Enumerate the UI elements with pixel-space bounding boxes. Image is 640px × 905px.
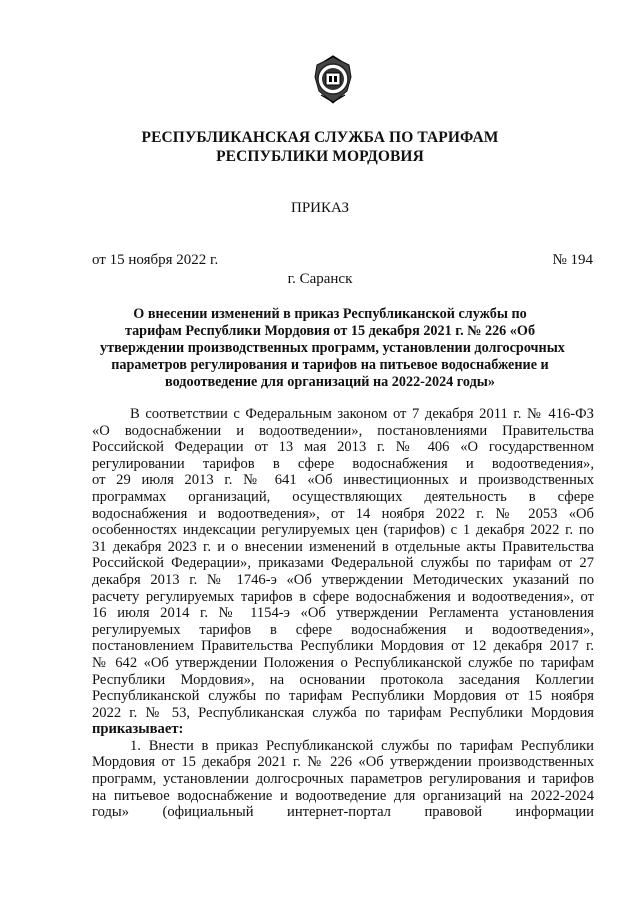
body-line: постановлением Правительства Республики Мордовия от 12 декабря 2017 г.: [92, 638, 594, 655]
document-date: от 15 ноября 2022 г.: [92, 252, 219, 268]
body-line: расчету регулируемых тарифов в сфере водоснабжения и водоотведения», от: [92, 588, 594, 605]
body-line: регулировании тарифов в сфере водоснабжения и водоотведения»,: [92, 455, 594, 472]
body-line: программ, установлении долгосрочных параметров регулирования и тарифов: [92, 771, 594, 788]
document-body: [92, 406, 594, 821]
body-line: на питьевое водоснабжение и водоотведение для организаций на 2022-2024: [92, 787, 594, 804]
body-line: «О водоснабжении и водоотведении», постановлениями Правительства: [92, 422, 594, 439]
body-line: 2022 г. № 53, Республиканская служба по тарифам Республики Мордовия: [92, 704, 594, 721]
agency-name-line-1: РЕСПУБЛИКАНСКАЯ СЛУЖБА ПО ТАРИФАМ: [141, 129, 499, 146]
agency-name-line-2: РЕСПУБЛИКИ МОРДОВИЯ: [216, 148, 424, 165]
body-line: Российской Федерации от 13 мая 2013 г. № 406 «О государственном: [92, 439, 594, 456]
subject-line: водоотведение для организаций на 2022-2024 годы»: [165, 374, 495, 390]
prikazyvaet-label: приказывает:: [92, 721, 184, 738]
body-line: Республиканской службы по тарифам Республики Мордовия от 15 ноября: [92, 688, 594, 705]
body-line: 31 декабря 2023 г. и о внесении изменений в отдельные акты Правительства: [92, 538, 594, 555]
subject-line: О внесении изменений в приказ Республиканской службы по: [133, 306, 527, 322]
body-line: декабря 2013 г. № 1746-э «Об утверждении Методических указаний по: [92, 571, 594, 588]
body-line: годы» (официальный интернет-портал правовой информации: [92, 804, 594, 821]
body-line: 16 июля 2014 г. № 1154-э «Об утверждении Регламента установления: [92, 605, 594, 622]
body-line: № 642 «Об утверждении Положения о Республиканской службе по тарифам: [92, 654, 594, 671]
body-line: Российской Федерации», приказами Федеральной службы по тарифам от 27: [92, 555, 594, 572]
body-line: регулируемых тарифов в сфере водоснабжения и водоотведения»,: [92, 621, 594, 638]
body-line: 1. Внести в приказ Республиканской службы по тарифам Республики: [130, 737, 594, 754]
body-line: водоснабжения и водоотведения», от 14 ноября 2022 г. № 2053 «Об: [92, 505, 594, 522]
body-line: особенностях индексации регулируемых цен (тарифов) с 1 декабря 2022 г. по: [92, 522, 594, 539]
coat-of-arms-emblem: [311, 55, 355, 105]
subject-line: параметров регулирования и тарифов на питьевое водоснабжение и: [111, 357, 549, 373]
body-line: В соответствии с Федеральным законом от 7 декабря 2011 г. № 416-ФЗ: [130, 406, 594, 422]
body-line: Мордовия от 15 декабря 2021 г. № 226 «Об утверждении производственных: [92, 754, 594, 771]
body-line: Республики Мордовия», на основании протокола заседания Коллегии: [92, 671, 594, 688]
document-subject: [100, 306, 565, 391]
subject-line: утверждении производственных программ, установлении долгосрочных: [100, 340, 565, 356]
document-number: № 194: [552, 252, 593, 268]
subject-line: тарифам Республики Мордовия от 15 декабря 2021 г. № 226 «Об: [124, 323, 536, 339]
body-line: программах организаций, осуществляющих деятельность в сфере: [92, 488, 594, 505]
document-type: ПРИКАЗ: [291, 200, 349, 216]
body-line: от 29 июля 2013 г. № 641 «Об инвестиционных и производственных: [92, 472, 594, 489]
document-city: г. Саранск: [287, 271, 353, 287]
agency-name: [40, 128, 600, 166]
